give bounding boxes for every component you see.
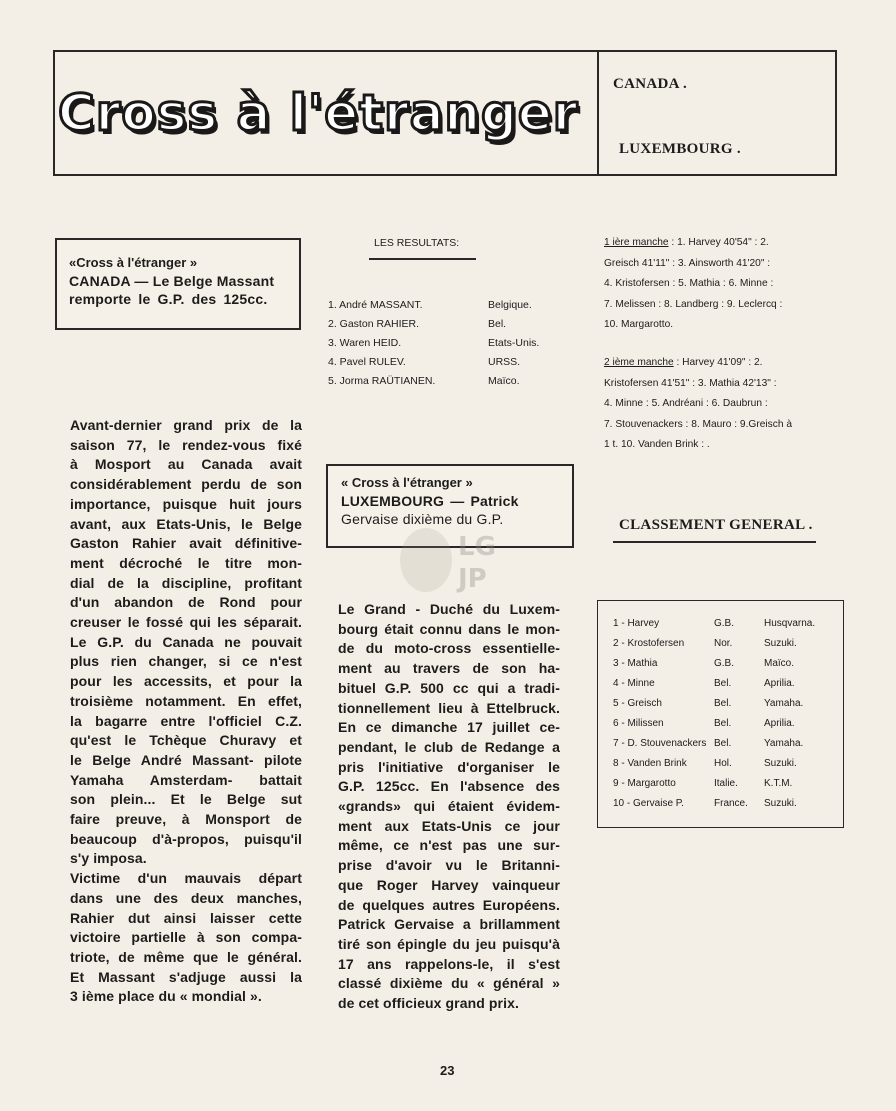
classement-make: Aprilia. bbox=[764, 677, 795, 689]
classement-row bbox=[598, 673, 843, 693]
luxembourg-article-line: prise d'avoir vu le Britanni- bbox=[338, 857, 560, 874]
canada-article-line: ment décroché le titre mon- bbox=[70, 554, 302, 571]
luxembourg-article-line: même, ce n'est pas une sur- bbox=[338, 837, 560, 854]
classement-row bbox=[598, 713, 843, 733]
results-list bbox=[328, 296, 558, 391]
results-country: Maïco. bbox=[488, 375, 520, 387]
classement-make: K.T.M. bbox=[764, 777, 793, 789]
results-rider: 5. Jorma RAÜTIANEN. bbox=[328, 375, 436, 387]
results-row bbox=[328, 353, 558, 372]
page-number: 23 bbox=[440, 1063, 455, 1078]
canada-article-line: beaucoup d'à-propos, puisqu'il bbox=[70, 830, 302, 847]
luxembourg-article-line: que Roger Harvey vainqueur bbox=[338, 876, 560, 893]
header-tag-luxembourg: LUXEMBOURG . bbox=[619, 141, 741, 157]
manche-1-line-3: 4. Kristofersen : 5. Mathia : 6. Minne : bbox=[604, 278, 774, 289]
classement-name: 3 - Mathia bbox=[613, 657, 658, 669]
luxembourg-article-line: G.P. 125cc. En l'absence des bbox=[338, 778, 560, 795]
canada-article-line: Yamaha Amsterdam- battait bbox=[70, 771, 302, 788]
luxembourg-article-line: de cet officieux grand prix. bbox=[338, 995, 519, 1012]
classement-name: 6 - Milissen bbox=[613, 717, 664, 729]
canada-article-line: importance, puisque huit jours bbox=[70, 495, 302, 512]
classement-make: Husqvarna. bbox=[764, 617, 816, 629]
luxembourg-article-line: ment aux Etats-Unis ce jour bbox=[338, 817, 560, 834]
luxembourg-article-line: 17 ans rappelons-le, il s'est bbox=[338, 955, 560, 972]
results-rider: 2. Gaston RAHIER. bbox=[328, 318, 420, 330]
classement-name: 9 - Margarotto bbox=[613, 777, 676, 789]
classement-country: Nor. bbox=[714, 637, 733, 649]
canada-article-line: triote, de même que le général. bbox=[70, 948, 302, 965]
canada-article-line: s'y imposa. bbox=[70, 850, 147, 867]
results-rider: 4. Pavel RULEV. bbox=[328, 356, 406, 368]
manche-1-line-5: 10. Margarotto. bbox=[604, 319, 674, 330]
classement-name: 2 - Krostofersen bbox=[613, 637, 685, 649]
luxembourg-article-line: ment au travers de son ha- bbox=[338, 660, 560, 677]
header-tag-canada: CANADA . bbox=[613, 76, 688, 92]
canada-article-line: dans une des deux manches, bbox=[70, 889, 302, 906]
results-heading: LES RESULTATS: bbox=[374, 237, 460, 249]
canada-article-line: faire preuve, à Monsport de bbox=[70, 811, 302, 828]
classement-country: Bel. bbox=[714, 717, 732, 729]
canada-article bbox=[70, 416, 302, 1007]
luxembourg-box-kicker: « Cross à l'étranger » bbox=[341, 475, 473, 490]
classement-make: Maïco. bbox=[764, 657, 795, 669]
canada-box-kicker: «Cross à l'étranger » bbox=[69, 255, 198, 270]
canada-article-line: plus rien changer, si ce n'est bbox=[70, 653, 302, 670]
manche-2-label: 2 ième manche bbox=[604, 357, 674, 368]
classement-country: G.B. bbox=[714, 657, 735, 669]
canada-article-line: Et Massant s'adjuge aussi la bbox=[70, 968, 302, 985]
luxembourg-article-line: «grands» qui étaient évidem- bbox=[338, 798, 560, 815]
canada-headline-box bbox=[55, 238, 301, 330]
results-row bbox=[328, 334, 558, 353]
results-country: Etats-Unis. bbox=[488, 337, 540, 349]
manche-2-line-2: Kristofersen 41'51" : 3. Mathia 42'13" : bbox=[604, 377, 777, 389]
classement-make: Suzuki. bbox=[764, 757, 797, 769]
classement-name: 5 - Greisch bbox=[613, 697, 662, 709]
watermark-text-lg: LG bbox=[458, 532, 496, 562]
canada-article-line: saison 77, le rendez-vous fixé bbox=[70, 436, 302, 453]
luxembourg-article-line: pendant, le club de Redange a bbox=[338, 738, 560, 755]
classement-row bbox=[598, 693, 843, 713]
results-row bbox=[328, 296, 558, 315]
results-country: Bel. bbox=[488, 318, 507, 330]
classement-row bbox=[598, 773, 843, 793]
luxembourg-article-line: En ce dimanche 17 juillet ce- bbox=[338, 719, 560, 736]
classement-row bbox=[598, 793, 843, 813]
canada-article-line: Gaston Rahier avait définitive- bbox=[70, 535, 302, 552]
classement-table bbox=[597, 600, 844, 828]
luxembourg-box-headline-1: LUXEMBOURG — Patrick bbox=[341, 493, 519, 509]
canada-box-headline-1: CANADA — Le Belge Massant bbox=[69, 273, 275, 289]
classement-make: Suzuki. bbox=[764, 797, 797, 809]
canada-article-line: dial de la discipline, profitant bbox=[70, 574, 302, 591]
results-rider: 3. Waren HEID. bbox=[328, 337, 402, 349]
classement-make: Aprilia. bbox=[764, 717, 795, 729]
manche-2-line-4: 7. Stouvenackers : 8. Mauro : 9.Greisch à bbox=[604, 418, 792, 430]
classement-row bbox=[598, 633, 843, 653]
classement-country: Bel. bbox=[714, 737, 732, 749]
results-heading-rule bbox=[369, 258, 476, 260]
canada-article-line: Avant-dernier grand prix de la bbox=[70, 417, 302, 433]
classement-name: 7 - D. Stouvenackers bbox=[613, 737, 707, 749]
manche-1-line-1: : 1. Harvey 40'54" : 2. bbox=[671, 237, 769, 248]
results-rider: 1. André MASSANT. bbox=[328, 299, 423, 311]
canada-article-line: le Belge André Massant- pilote bbox=[70, 751, 302, 768]
luxembourg-article-line: Le Grand - Duché du Luxem- bbox=[338, 601, 560, 617]
results-row bbox=[328, 315, 558, 334]
canada-box-headline-2: remporte le G.P. des 125cc. bbox=[69, 291, 268, 307]
classement-country: France. bbox=[714, 797, 748, 809]
classement-row bbox=[598, 613, 843, 633]
manche-1-block bbox=[604, 233, 826, 336]
luxembourg-article-line: tiré son épingle du jeu puisqu'à bbox=[338, 935, 560, 952]
luxembourg-article-line: de du moto-cross essentielle- bbox=[338, 640, 560, 657]
manche-2-line-5: 1 t. 10. Vanden Brink : . bbox=[604, 439, 710, 450]
results-country: Belgique. bbox=[488, 299, 532, 311]
classement-row bbox=[598, 653, 843, 673]
luxembourg-article-line: bituel G.P. 500 cc qui a tradi- bbox=[338, 679, 560, 696]
classement-country: Hol. bbox=[714, 757, 732, 769]
manche-2-line-1: : Harvey 41'09" : 2. bbox=[676, 357, 763, 368]
luxembourg-box-headline-2: Gervaise dixième du G.P. bbox=[341, 511, 504, 527]
canada-article-line: Rahier dut ainsi laisser cette bbox=[70, 909, 302, 926]
manche-1-label: 1 ière manche bbox=[604, 237, 669, 248]
luxembourg-article-line: tionnellement lieu à Ettelbruck. bbox=[338, 699, 560, 716]
classement-country: G.B. bbox=[714, 617, 735, 629]
canada-article-line: son plein... Et le Belge sut bbox=[70, 791, 302, 808]
classement-name: 4 - Minne bbox=[613, 677, 655, 689]
canada-article-line: troisième notamment. En effet, bbox=[70, 692, 302, 709]
classement-country: Italie. bbox=[714, 777, 738, 789]
luxembourg-article-line: bourg était connu dans le mon- bbox=[338, 620, 560, 637]
watermark-text-jp: JP bbox=[458, 564, 487, 594]
canada-article-line: la bagarre entre l'officiel C.Z. bbox=[70, 712, 302, 729]
manche-2-block bbox=[604, 353, 826, 456]
classement-make: Suzuki. bbox=[764, 637, 797, 649]
canada-article-line: considérablement perdu de son bbox=[70, 476, 302, 493]
luxembourg-article-line: Patrick Gervaise a brillamment bbox=[338, 916, 560, 933]
luxembourg-article-line: pris l'initiative d'organiser le bbox=[338, 758, 560, 775]
classement-row bbox=[598, 753, 843, 773]
classement-name: 8 - Vanden Brink bbox=[613, 757, 687, 769]
canada-article-line: creuser le fossé qui les séparait. bbox=[70, 614, 302, 631]
canada-article-line: Le G.P. du Canada ne pouvait bbox=[70, 633, 302, 650]
results-country: URSS. bbox=[488, 356, 521, 368]
page-title: Cross à l'étranger bbox=[58, 84, 579, 142]
luxembourg-article-line: de quelques autres Européens. bbox=[338, 896, 560, 913]
classement-name: 1 - Harvey bbox=[613, 617, 660, 629]
canada-article-line: avant, aux Etats-Unis, le Belge bbox=[70, 515, 302, 532]
watermark-logo bbox=[388, 515, 518, 600]
manche-1-line-4: 7. Melissen : 8. Landberg : 9. Leclercq : bbox=[604, 298, 783, 310]
classement-make: Yamaha. bbox=[764, 737, 804, 749]
canada-article-line: 3 ième place du « mondial ». bbox=[70, 988, 262, 1005]
canada-article-line: qu'est le Tchèque Churavy et bbox=[70, 732, 302, 749]
classement-row bbox=[598, 733, 843, 753]
classement-heading-rule bbox=[613, 541, 816, 543]
classement-heading: CLASSEMENT GENERAL . bbox=[619, 517, 813, 533]
canada-article-line: Victime d'un mauvais départ bbox=[70, 870, 302, 887]
manche-2-line-3: 4. Minne : 5. Andréani : 6. Daubrun : bbox=[604, 398, 768, 409]
classement-country: Bel. bbox=[714, 677, 732, 689]
results-row bbox=[328, 372, 558, 391]
manche-1-line-2: Greisch 41'11" : 3. Ainsworth 41'20" : bbox=[604, 257, 771, 269]
canada-article-line: victoire partielle à son compa- bbox=[70, 929, 302, 946]
classement-make: Yamaha. bbox=[764, 697, 804, 709]
canada-article-line: pour les accessits, et pour la bbox=[70, 673, 302, 690]
luxembourg-article-line: classé dixième du « général » bbox=[338, 975, 560, 992]
classement-name: 10 - Gervaise P. bbox=[613, 797, 684, 809]
canada-article-line: à Mosport au Canada avait bbox=[70, 456, 302, 473]
luxembourg-article bbox=[338, 600, 560, 1014]
classement-country: Bel. bbox=[714, 697, 732, 709]
canada-article-line: d'un abandon de Rond pour bbox=[70, 594, 302, 611]
